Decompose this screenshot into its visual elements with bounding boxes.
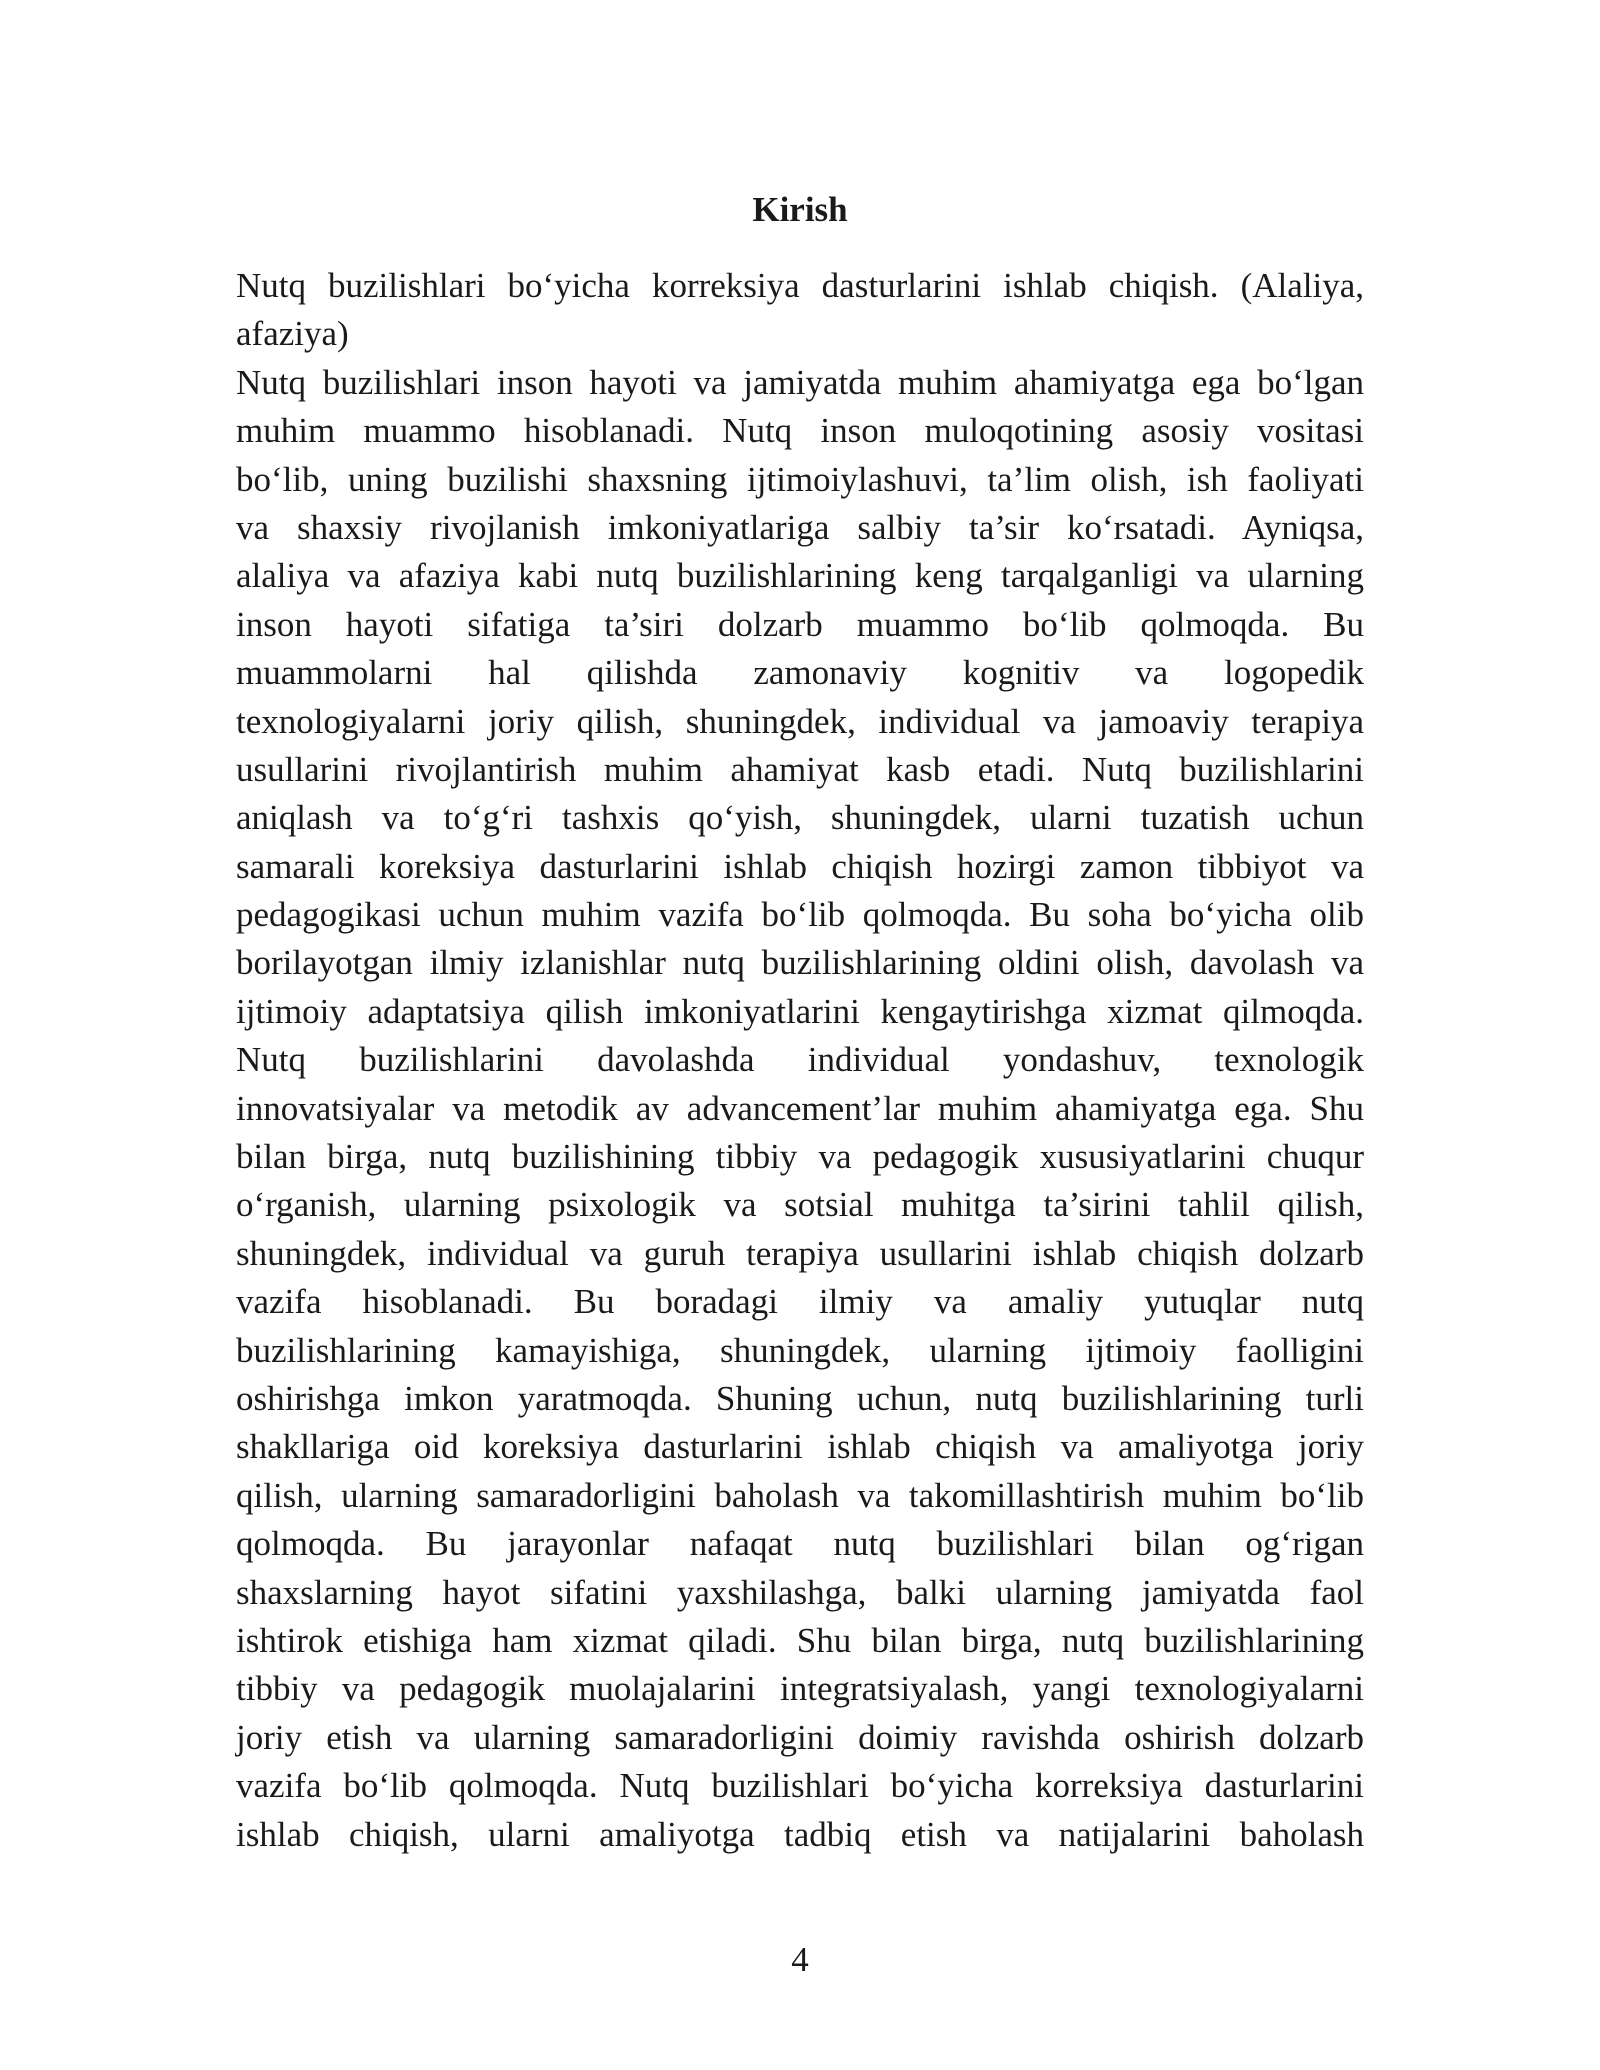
text-line: texnologiyalarni joriy qilish, shuningdek, individual va jamoaviy terapiya: [236, 701, 1364, 741]
text-line: oshirishga imkon yaratmoqda. Shuning uchun, nutq buzilishlarining turli: [236, 1378, 1364, 1418]
text-line: usullarini rivojlantirish muhim ahamiyat kasb etadi. Nutq buzilishlarini: [236, 749, 1364, 789]
text-line: Nutq buzilishlari inson hayoti va jamiyatda muhim ahamiyatga ega bo‘lgan: [236, 362, 1364, 402]
text-line: inson hayoti sifatiga ta’siri dolzarb muammo bo‘lib qolmoqda. Bu: [236, 604, 1364, 644]
text-line: innovatsiyalar va metodik av advancement’lar muhim ahamiyatga ega. Shu: [236, 1088, 1364, 1128]
body-paragraph: [236, 262, 1364, 1859]
text-line: vazifa hisoblanadi. Bu boradagi ilmiy va amaliy yutuqlar nutq: [236, 1282, 1364, 1322]
text-line: ijtimoiy adaptatsiya qilish imkoniyatlarini kengaytirishga xizmat qilmoqda.: [236, 991, 1364, 1031]
text-line: joriy etish va ularning samaradorligini doimiy ravishda oshirish dolzarb: [236, 1717, 1364, 1757]
text-line: muhim muammo hisoblanadi. Nutq inson muloqotining asosiy vositasi: [236, 411, 1364, 451]
text-line: shakllariga oid koreksiya dasturlarini ishlab chiqish va amaliyotga joriy: [236, 1427, 1364, 1467]
text-line: pedagogikasi uchun muhim vazifa bo‘lib qolmoqda. Bu soha bo‘yicha olib: [236, 895, 1364, 935]
text-line: Nutq buzilishlari bo‘yicha korreksiya dasturlarini ishlab chiqish. (Alaliya,: [236, 266, 1364, 305]
text-line: o‘rganish, ularning psixologik va sotsial muhitga ta’sirini tahlil qilish,: [236, 1185, 1364, 1225]
text-line: qilish, ularning samaradorligini baholash va takomillashtirish muhim bo‘lib: [236, 1475, 1364, 1515]
text-line: bo‘lib, uning buzilishi shaxsning ijtimoiylashuvi, ta’lim olish, ish faoliyati: [236, 459, 1364, 499]
text-line: aniqlash va to‘g‘ri tashxis qo‘yish, shuningdek, ularni tuzatish uchun: [236, 798, 1364, 838]
text-line: alaliya va afaziya kabi nutq buzilishlarining keng tarqalganligi va ularning: [236, 556, 1364, 596]
text-line: ishlab chiqish, ularni amaliyotga tadbiq etish va natijalarini baholash: [236, 1814, 1364, 1854]
text-line: vazifa bo‘lib qolmoqda. Nutq buzilishlari bo‘yicha korreksiya dasturlarini: [236, 1766, 1364, 1806]
text-line: muammolarni hal qilishda zamonaviy kognitiv va logopedik: [236, 653, 1364, 693]
text-line: qolmoqda. Bu jarayonlar nafaqat nutq buzilishlari bilan og‘rigan: [236, 1524, 1364, 1564]
text-line: bilan birga, nutq buzilishining tibbiy va pedagogik xususiyatlarini chuqur: [236, 1137, 1364, 1177]
text-line: va shaxsiy rivojlanish imkoniyatlariga salbiy ta’sir ko‘rsatadi. Ayniqsa,: [236, 507, 1364, 547]
text-line: tibbiy va pedagogik muolajalarini integratsiyalash, yangi texnologiyalarni: [236, 1669, 1364, 1709]
page-number: 4: [791, 1940, 809, 1979]
text-line: shuningdek, individual va guruh terapiya usullarini ishlab chiqish dolzarb: [236, 1233, 1364, 1273]
section-heading: Kirish: [752, 190, 848, 229]
text-line: borilayotgan ilmiy izlanishlar nutq buzilishlarining oldini olish, davolash va: [236, 943, 1364, 983]
text-line: buzilishlarining kamayishiga, shuningdek, ularning ijtimoiy faolligini: [236, 1330, 1364, 1370]
text-line: afaziya): [236, 314, 349, 354]
text-line: shaxslarning hayot sifatini yaxshilashga, balki ularning jamiyatda faol: [236, 1572, 1364, 1612]
text-line: ishtirok etishiga ham xizmat qiladi. Shu bilan birga, nutq buzilishlarining: [236, 1620, 1364, 1660]
text-line: Nutq buzilishlarini davolashda individual yondashuv, texnologik: [236, 1040, 1364, 1080]
text-line: samarali koreksiya dasturlarini ishlab chiqish hozirgi zamon tibbiyot va: [236, 846, 1364, 886]
